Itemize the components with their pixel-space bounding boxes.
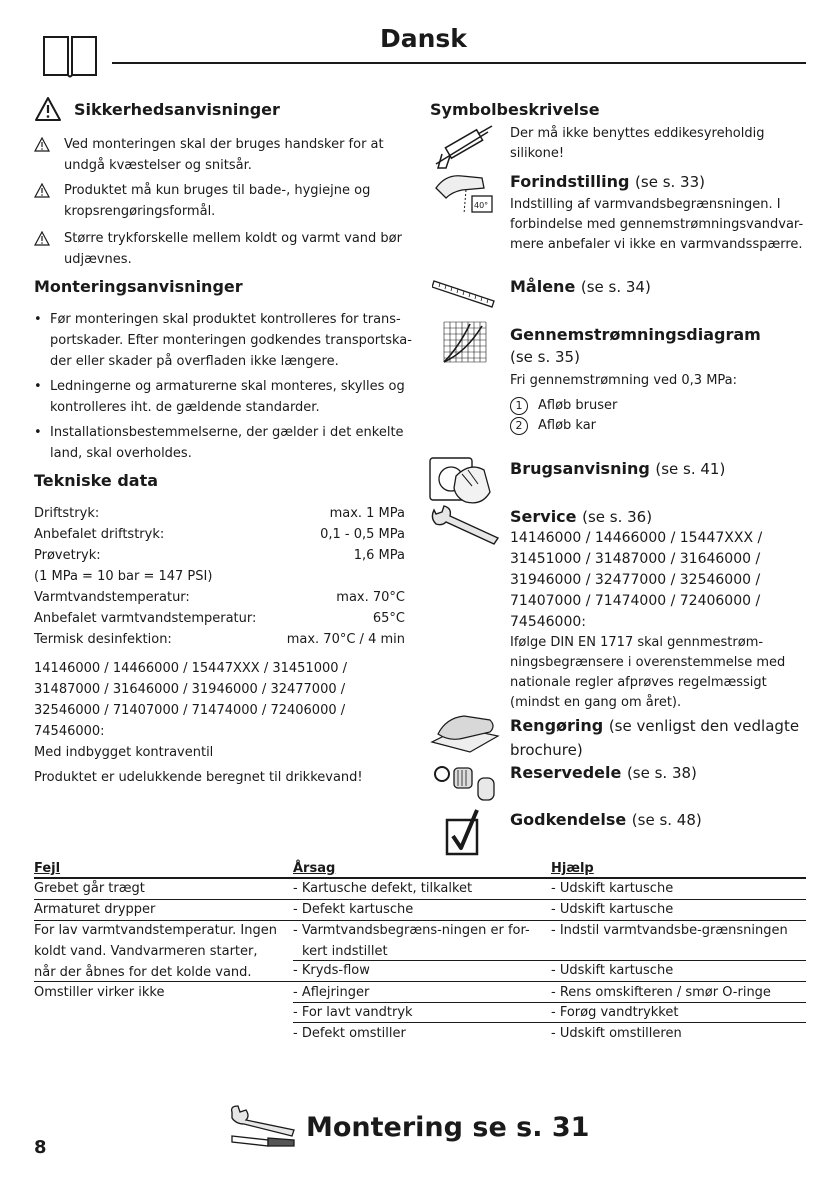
- tech-label: Driftstryk:: [34, 506, 100, 521]
- page-title: Dansk: [380, 24, 467, 53]
- mounting-item-text: Ledningerne og armaturerne skal monteres, skylles og kontrolleres iht. de gældende standarder.: [50, 379, 405, 415]
- dimensions-ref: (se s. 34): [580, 278, 651, 296]
- tech-label: Prøvetryk:: [34, 548, 101, 563]
- help-cell: - Udskift kartusche: [551, 881, 674, 896]
- service-heading: [510, 507, 652, 526]
- approval-heading: [510, 810, 702, 829]
- tech-row: [34, 629, 405, 650]
- tech-row: [34, 566, 405, 587]
- help-cell: - Indstil varmtvandsbe-grænsningen: [551, 923, 788, 938]
- tools-icon: [228, 1104, 298, 1150]
- montering-link[interactable]: Montering se s. 31: [306, 1112, 590, 1143]
- flow-item-2: [510, 416, 596, 436]
- page-number: 8: [34, 1137, 47, 1158]
- safety-item: [34, 134, 404, 176]
- service-text: Ifølge DIN EN 1717 skal gennmestrøm-ningsbegrænsere i overenstemmelse med nationale regler afprøves regelmæssigt (mindst en gang om året).: [510, 635, 786, 710]
- tech-value: 1,6 MPa: [353, 548, 405, 563]
- service-ref: (se s. 36): [582, 508, 653, 526]
- service-title: Service: [510, 507, 577, 526]
- svg-text:40°: 40°: [474, 201, 489, 210]
- fault-cell: Omstiller virker ikke: [34, 985, 165, 1000]
- flow-ref: (se s. 35): [510, 348, 580, 366]
- dimensions-heading: [510, 277, 651, 296]
- preset-heading: [510, 172, 705, 191]
- service-articles: 14146000 / 14466000 / 15447XXX / 31451000 / 31487000 / 31646000 / 31946000 / 32477000 / 32546000 / 71407000 / 71474000 / 72406000 / 74546000:: [510, 530, 763, 630]
- no-silicone-icon: [432, 124, 496, 174]
- col-help-header: Hjælp: [551, 861, 594, 876]
- warning-icon: [34, 96, 62, 122]
- tech-label: (1 MPa = 10 bar = 147 PSI): [34, 569, 213, 584]
- safety-item-text: Ved monteringen skal der bruges handsker for at undgå kvæstelser og snitsår.: [64, 137, 384, 173]
- help-cell: - Forøg vandtrykket: [551, 1005, 679, 1020]
- fault-cell: For lav varmtvandstemperatur. Ingen koldt vand. Vandvarmeren starter, når der åbnes for det kolde vand.: [34, 923, 277, 980]
- mounting-item: • Installationsbestemmelserne, der gælder i det enkelte land, skal overholdes.: [34, 425, 404, 461]
- fault-cell: Grebet går trægt: [34, 881, 145, 896]
- approval-check-icon: [445, 808, 481, 856]
- tech-articles: 14146000 / 14466000 / 15447XXX / 31451000 / 31487000 / 31646000 / 31946000 / 32477000 / 32546000 / 71407000 / 71474000 / 72406000 / 74546000:: [34, 661, 348, 739]
- circle-number: 2: [510, 417, 528, 435]
- col-fault-header: Fejl: [34, 861, 61, 876]
- help-cell: - Udskift kartusche: [551, 902, 674, 917]
- ruler-icon: [432, 275, 496, 309]
- help-cell: - Rens omskifteren / smør O-ringe: [551, 985, 771, 1000]
- tech-row: [34, 524, 405, 545]
- spares-heading: [510, 763, 697, 782]
- flow-text: Fri gennemstrømning ved 0,3 MPa:: [510, 373, 738, 388]
- help-cell: - Udskift kartusche: [551, 963, 674, 978]
- open-book-icon: [42, 33, 98, 79]
- tech-value: max. 70°C / 4 min: [286, 632, 405, 647]
- warning-small-icon: [34, 137, 50, 152]
- mounting-item: • Før monteringen skal produktet kontrolleres for trans-portskader. Efter monteringen godkendes transportska-der eller skader på overfladen ikke længere.: [34, 312, 412, 369]
- safety-item-text: Større trykforskelle mellem koldt og varmt vand bør udjævnes.: [64, 231, 402, 267]
- safety-item: [34, 180, 404, 222]
- tech-label: Varmtvandstemperatur:: [34, 590, 190, 605]
- cause-cell: - Aflejringer: [293, 985, 370, 1000]
- circle-number: 1: [510, 397, 528, 415]
- title-rule: [112, 62, 806, 64]
- cause-cell: - Defekt omstiller: [293, 1026, 406, 1041]
- spares-title: Reservedele: [510, 763, 622, 782]
- mounting-item-text: Før monteringen skal produktet kontrolleres for trans-portskader. Efter monteringen godkendes transportska-der eller skader på overfladen ikke længere.: [50, 312, 412, 369]
- safety-item-text: Produktet må kun bruges til bade-, hygiejne og kropsrengøringsformål.: [64, 183, 371, 219]
- warning-small-icon: [34, 231, 50, 246]
- cause-cell: - Defekt kartusche: [293, 902, 414, 917]
- preset-ref: (se s. 33): [635, 173, 705, 191]
- flow-heading: Gennemstrømningsdiagram: [510, 325, 761, 344]
- tech-row: [34, 587, 405, 608]
- warning-small-icon: [34, 183, 50, 198]
- tech-heading: Tekniske data: [34, 471, 159, 490]
- usage-title: Brugsanvisning: [510, 459, 650, 478]
- tech-row: [34, 503, 405, 524]
- mounting-item-text: Installationsbestemmelserne, der gælder i det enkelte land, skal overholdes.: [50, 425, 404, 461]
- approval-title: Godkendelse: [510, 810, 627, 829]
- tech-check-valve: Med indbygget kontraventil: [34, 745, 214, 760]
- tech-value: 65°C: [372, 611, 405, 626]
- tech-row: [34, 608, 405, 629]
- tech-value: max. 70°C: [336, 590, 405, 605]
- cleaning-ref: (se venligst den vedlagte brochure): [510, 717, 800, 759]
- flow-item-label: Afløb bruser: [538, 398, 618, 413]
- thermostat-hand-icon: [432, 168, 496, 218]
- mounting-item: • Ledningerne og armaturerne skal monteres, skylles og kontrolleres iht. de gældende standarder.: [34, 379, 405, 415]
- cause-cell: - Varmtvandsbegræns-ningen er for-kert indstillet: [293, 923, 530, 959]
- cleaning-title: Rengøring: [510, 716, 604, 735]
- cause-cell: - Kryds-flow: [293, 963, 370, 978]
- dimensions-title: Målene: [510, 277, 576, 296]
- tech-row: [34, 545, 405, 566]
- symbols-heading: Symbolbeskrivelse: [430, 100, 600, 119]
- hand-on-valve-icon: [426, 452, 494, 508]
- wrench-icon: [428, 504, 500, 550]
- safety-item: [34, 228, 404, 270]
- tech-drinking-water: Produktet er udelukkende beregnet til drikkevand!: [34, 770, 363, 785]
- spares-ref: (se s. 38): [626, 764, 697, 782]
- help-cell: - Udskift omstilleren: [551, 1026, 682, 1041]
- tech-label: Anbefalet driftstryk:: [34, 527, 165, 542]
- cause-cell: - For lavt vandtryk: [293, 1005, 413, 1020]
- safety-heading: Sikkerhedsanvisninger: [74, 100, 280, 119]
- flow-item-1: [510, 396, 617, 416]
- spare-parts-icon: [432, 760, 498, 806]
- usage-heading: [510, 459, 725, 478]
- tech-value: max. 1 MPa: [329, 506, 405, 521]
- no-silicone-text: Der må ikke benyttes eddikesyreholdig silikone!: [510, 126, 765, 161]
- fault-cell: Armaturet drypper: [34, 902, 156, 917]
- tech-label: Anbefalet varmtvandstemperatur:: [34, 611, 257, 626]
- col-cause-header: Årsag: [293, 861, 336, 876]
- usage-ref: (se s. 41): [655, 460, 726, 478]
- approval-ref: (se s. 48): [631, 811, 702, 829]
- preset-title: Forindstilling: [510, 172, 630, 191]
- tech-value: 0,1 - 0,5 MPa: [320, 527, 405, 542]
- tech-label: Termisk desinfektion:: [34, 632, 172, 647]
- cause-cell: - Kartusche defekt, tilkalket: [293, 881, 473, 896]
- mounting-heading: Monteringsanvisninger: [34, 277, 243, 296]
- cleaning-cloth-icon: [430, 712, 500, 758]
- preset-text: Indstilling af varmvandsbegrænsningen. I forbindelse med gennemstrømningsvandvar-mere anbefaler vi ikke en varmvandsspærre.: [510, 197, 804, 252]
- flow-diagram-icon: [440, 318, 488, 366]
- flow-item-label: Afløb kar: [538, 418, 597, 433]
- cleaning-heading: [510, 714, 806, 762]
